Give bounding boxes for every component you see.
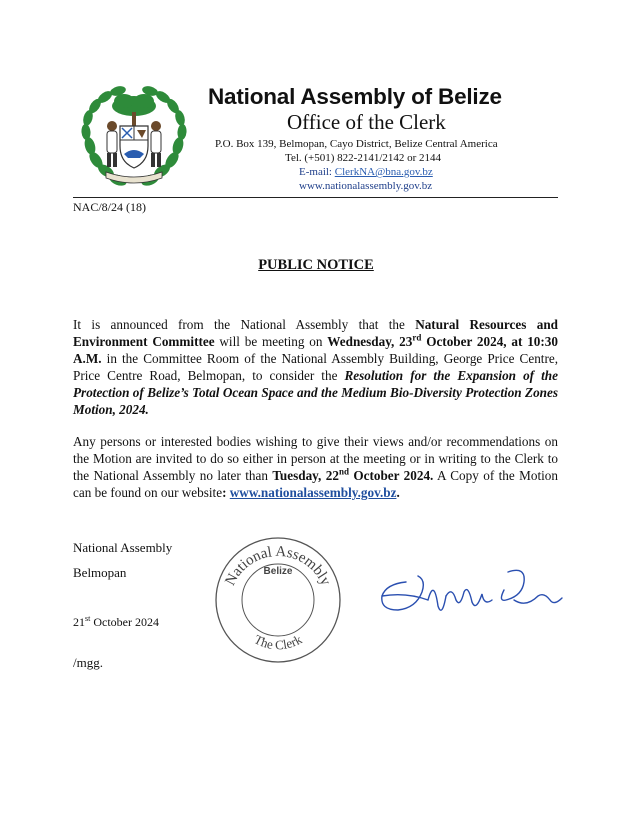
telephone-line: Tel. (+501) 822-2141/2142 or 2144 [285,152,442,164]
resolution-title: Resolution for the Expansion of the Protection of Belize’s Total Ocean Space and the Medium Bio-Diversity Protection Zones Motion, 2024. [73,368,558,417]
p1-text-1: It is announced from the National Assembly that the [73,317,416,332]
coat-of-arms-logo [76,84,192,196]
signoff-date-rest: October 2024 [90,615,159,629]
email-link[interactable]: ClerkNA@bna.gov.bz [334,166,433,178]
typist-initials: /mgg. [73,655,103,670]
stamp-top-text: National Assembly [222,543,334,589]
postal-address: P.O. Box 139, Belmopan, Cayo District, Belize Central America [215,138,498,150]
signoff-date [73,614,159,630]
website-line[interactable]: www.nationalassembly.gov.bz [299,180,433,192]
header-divider [73,197,558,198]
official-stamp [212,534,344,666]
signoff-organization: National Assembly [73,540,173,555]
notice-paragraph-2 [73,433,558,501]
p1-text-3: in the Committee Room of the National Assembly Building, George Price Centre, Price Centre Road, Belmopan, to consider the [73,351,558,383]
signoff-date-suffix: st [85,614,91,623]
stamp-bottom-text: The Clerk [251,631,305,653]
p2-colon: : [222,485,227,500]
meeting-date-suffix: rd [412,332,422,343]
handwritten-signature [376,566,572,628]
meeting-date-rest: October 2024, at 10:30 A.M. [73,334,558,366]
reference-number: NAC/8/24 (18) [73,200,146,214]
notice-title: PUBLIC NOTICE [258,257,374,273]
notice-paragraph-1 [73,316,558,418]
deadline-date-day: Tuesday, 22 [272,468,339,483]
p2-text-1: Any persons or interested bodies wishing to give their views and/or recommendations on the Motion are invited to do so either in person at the meeting or in writing to the Clerk to the National Assembly no later than [73,434,558,483]
p1-text-2: will be meeting on [214,334,328,349]
deadline-date-rest: October 2024. [348,468,434,483]
p2-end: . [396,485,400,500]
organization-name: National Assembly of Belize [208,84,502,109]
deadline-date-suffix: nd [338,466,349,477]
committee-name: Natural Resources and Environment Committee [73,317,558,349]
signoff-date-day: 21 [73,615,85,629]
office-name: Office of the Clerk [287,110,446,134]
signoff-location: Belmopan [73,565,127,580]
email-label: E-mail: [299,166,335,178]
stamp-center-text: Belize [263,566,293,577]
deadline-date [272,468,433,483]
email-line [299,166,433,178]
meeting-date-day: Wednesday, 23 [327,334,413,349]
website-link[interactable]: www.nationalassembly.gov.bz [229,485,397,500]
p2-text-2: A Copy of the Motion can be found on our website [73,468,558,500]
